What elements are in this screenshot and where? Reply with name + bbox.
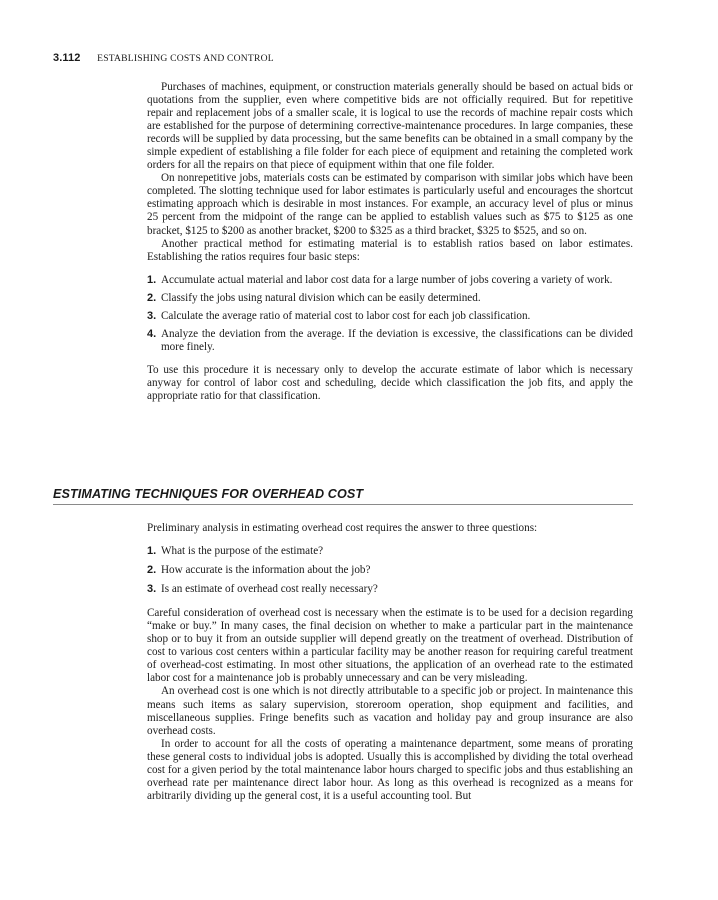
list-text: Accumulate actual material and labor cost data for a large number of jobs covering a variety of work. <box>161 273 613 286</box>
list-text: Calculate the average ratio of material cost to labor cost for each job classification. <box>161 309 531 322</box>
paragraph: An overhead cost is one which is not directly attributable to a specific job or project. In maintenance this means such items as salary supervision, storeroom operation, shop equipment and facilities, and miscellaneous supplies. Fringe benefits such as vacation and holiday pay and group insurance are also overhead costs. <box>147 685 633 737</box>
section-material-estimating <box>147 81 633 403</box>
questions-list <box>147 545 633 596</box>
steps-list <box>147 274 633 354</box>
list-text: Analyze the deviation from the average. If the deviation is excessive, the classifications can be divided more finely. <box>161 327 633 353</box>
paragraph: Purchases of machines, equipment, or construction materials generally should be based on actual bids or quotations from the supplier, even where competitive bids are not officially required. But for repetitive repair and replacement jobs of a smaller scale, it is logical to use the records of machine repair costs which are established for the purpose of determining corrective-maintenance procedures. In large companies, these records will be supplied by data processing, but the same benefits can be obtained in a small company by the simple expedient of establishing a file folder for each piece of equipment and retaining the completed work orders for all the repairs on that piece of equipment within that one file folder. <box>147 81 633 172</box>
list-item <box>147 310 633 323</box>
paragraph: In order to account for all the costs of operating a maintenance department, some means of prorating these general costs to individual jobs is adopted. Usually this is accomplished by dividing the total overhead cost for a given period by the total maintenance labor hours charged to specific jobs and thus establishing an overhead rate per maintenance direct labor hour. As long as this overhead is recognized as a means for arbitrarily dividing up the general cost, it is a useful accounting tool. But <box>147 737 633 802</box>
running-header <box>53 52 274 64</box>
list-number: 4. <box>147 327 157 340</box>
running-title: ESTABLISHING COSTS AND CONTROL <box>97 53 274 64</box>
list-text: Classify the jobs using natural division which can be easily determined. <box>161 291 481 304</box>
paragraph: To use this procedure it is necessary only to develop the accurate estimate of labor which is necessary anyway for control of labor cost and scheduling, decide which classification the job fits, and apply the appropriate ratio for that classification. <box>147 363 633 402</box>
list-number: 1. <box>147 273 157 286</box>
list-item <box>147 328 633 354</box>
list-text: What is the purpose of the estimate? <box>161 545 324 558</box>
list-item <box>147 274 633 287</box>
list-text: Is an estimate of overhead cost really necessary? <box>161 583 378 596</box>
list-number: 2. <box>147 564 157 577</box>
list-item <box>147 564 633 577</box>
list-number: 3. <box>147 583 157 596</box>
paragraph: Another practical method for estimating material is to establish ratios based on labor estimates. Establishing the ratios requires four basic steps: <box>147 237 633 263</box>
paragraph: On nonrepetitive jobs, materials costs can be estimated by comparison with similar jobs which have been completed. The slotting technique used for labor estimates is particularly useful and encourages the shortcut estimating approach which is desirable in most instances. For example, an accuracy level of plus or minus 25 percent from the midpoint of the range can be applied to establish values such as $75 to $125 as one bracket, $125 to $200 as another bracket, $200 to $325 as a third bracket, $325 to $525, and so on. <box>147 172 633 237</box>
list-number: 2. <box>147 291 157 304</box>
list-text: How accurate is the information about the job? <box>161 564 371 577</box>
page-number: 3.112 <box>53 52 81 64</box>
section-heading: ESTIMATING TECHNIQUES FOR OVERHEAD COST <box>53 487 633 505</box>
list-item <box>147 292 633 305</box>
paragraph: Careful consideration of overhead cost is necessary when the estimate is to be used for a decision regarding “make or buy.” In many cases, the final decision on whether to make a particular part in the maintenance shop or to buy it from an outside supplier will depend greatly on the treatment of overhead. Distribution of cost to various cost centers within a particular facility may be another reason for requiring careful treatment of overhead-cost estimating. In most other situations, the application of an overhead rate to the estimated labor cost for a maintenance job is probably unnecessary and can be very misleading. <box>147 607 633 685</box>
list-item <box>147 545 633 558</box>
list-item <box>147 583 633 596</box>
list-number: 1. <box>147 545 157 558</box>
section-overhead-cost <box>147 522 633 803</box>
paragraph: Preliminary analysis in estimating overhead cost requires the answer to three questions: <box>147 522 538 534</box>
list-number: 3. <box>147 309 157 322</box>
